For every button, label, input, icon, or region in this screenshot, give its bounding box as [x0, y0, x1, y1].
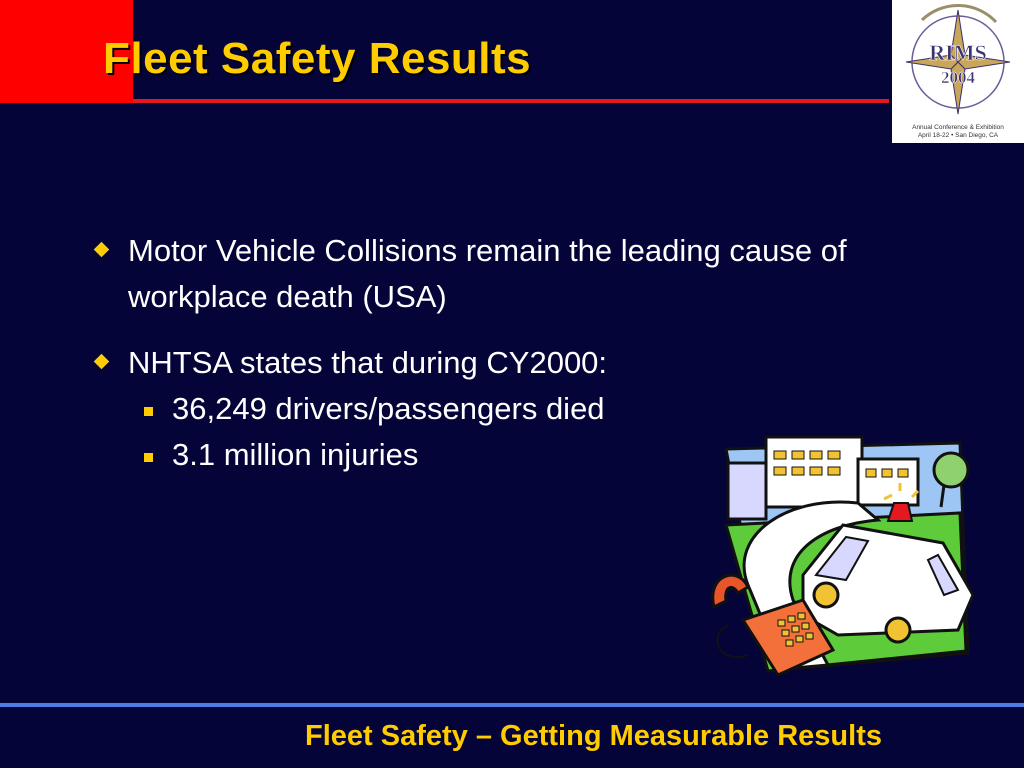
bullet-text: Motor Vehicle Collisions remain the leading cause of workplace death (USA)	[128, 233, 847, 314]
compass-star-icon	[892, 0, 1024, 143]
logo-caption-2: April 18-22 • San Diego, CA	[917, 132, 999, 139]
bullet-text: NHTSA states that during CY2000:	[128, 345, 608, 380]
logo-caption-1: Annual Conference & Exhibition	[912, 124, 1004, 131]
bullet-item	[90, 228, 910, 320]
footer-rule	[0, 703, 1024, 707]
square-bullet-icon	[144, 407, 153, 416]
slide-title: Fleet Safety Results	[103, 34, 532, 83]
sub-bullet-text: 36,249 drivers/passengers died	[172, 391, 605, 426]
ambulance-clipart	[708, 425, 978, 690]
footer-text: Fleet Safety – Getting Measurable Results	[305, 720, 882, 752]
title-underline	[133, 99, 889, 103]
rims-logo	[892, 0, 1024, 143]
diamond-bullet-icon	[94, 242, 110, 258]
bullet-item	[90, 340, 910, 386]
logo-year: 2004	[941, 68, 975, 87]
sub-bullet-text: 3.1 million injuries	[172, 437, 419, 472]
logo-name: RIMS	[929, 40, 987, 65]
square-bullet-icon	[144, 453, 153, 462]
diamond-bullet-icon	[94, 354, 110, 370]
